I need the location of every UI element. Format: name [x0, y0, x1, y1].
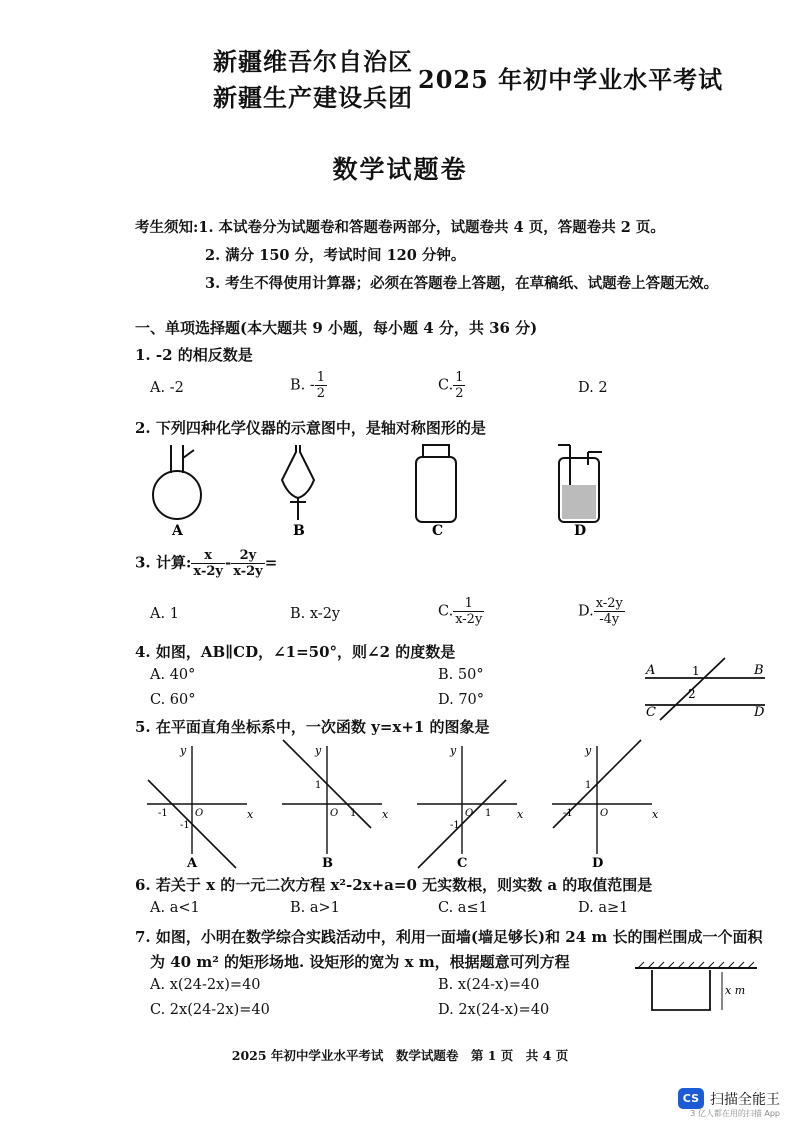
q5-graph-options — [140, 740, 659, 871]
q7-wall-fence-figure — [632, 960, 762, 1020]
q5-c-origin: O — [465, 808, 474, 819]
fig-width-label: x m — [725, 984, 746, 997]
angle-2-label: 2 — [688, 687, 696, 701]
q5-label-d: D — [592, 856, 604, 871]
q6-stem: 6. 若关于 x 的一元二次方程 x²-2x+a=0 无实数根，则实数 a 的取值范围是 — [135, 876, 653, 894]
q5-b-y-label: y — [315, 744, 322, 757]
q2-label-d: D — [574, 523, 587, 539]
notice-item-3: 3. 考生不得使用计算器；必须在答题卷上答题，在草稿纸、试题卷上答题无效。 — [205, 275, 719, 292]
q5-c-x-label: x — [517, 808, 524, 821]
section-heading: 一、单项选择题(本大题共 9 小题，每小题 4 分，共 36 分) — [135, 319, 538, 337]
q1-stem: 1. -2 的相反数是 — [135, 346, 253, 364]
q5-b-origin: O — [330, 808, 339, 819]
exam-title: 2025 年初中学业水平考试 — [418, 65, 724, 94]
q5-a-y-label: y — [180, 744, 187, 757]
q4-option-a: A. 40° — [150, 667, 196, 683]
q4-option-c: C. 60° — [150, 692, 196, 708]
q2-label-a: A — [172, 523, 183, 539]
q5-d-x-intercept: -1 — [563, 808, 573, 819]
paper-title: 数学试题卷 — [332, 155, 468, 184]
notice-label: 考生须知: — [135, 219, 199, 236]
q5-c-y-intercept: -1 — [450, 820, 460, 831]
separatory-funnel-figure — [282, 445, 314, 520]
q2-label-b: B — [293, 523, 305, 539]
q5-b-y-intercept: 1 — [315, 780, 322, 791]
q3-option-d: D. $\frac{x-2y}{-4y}$ — [578, 596, 623, 627]
q5-d-y-intercept: 1 — [585, 780, 592, 791]
reagent-bottle-figure — [416, 445, 456, 522]
q7-option-b: B. x(24-x)=40 — [438, 977, 540, 993]
region-header — [213, 44, 413, 116]
q5-b-x-intercept: 1 — [350, 808, 357, 819]
q5-c-x-intercept: 1 — [485, 808, 492, 819]
q3-option-a: A. 1 — [150, 606, 179, 622]
q5-label-a: A — [187, 856, 198, 871]
q6-option-a: A. a<1 — [150, 900, 200, 916]
q6-option-d: D. a≥1 — [578, 900, 629, 916]
q7-stem-line-1: 7. 如图，小明在数学综合实践活动中，利用一面墙(墙足够长)和 24 m 长的围栏围成一个面积 — [135, 928, 763, 946]
q4-stem: 4. 如图，AB∥CD，∠1=50°，则∠2 的度数是 — [135, 643, 456, 661]
scanner-tagline: 3 亿人都在用的扫描 App — [690, 1109, 780, 1118]
fig-label-b: B — [754, 663, 764, 678]
q5-c-y-label: y — [450, 744, 457, 757]
angle-1-label: 1 — [692, 664, 700, 678]
q5-stem: 5. 在平面直角坐标系中，一次函数 y=x+1 的图象是 — [135, 718, 490, 736]
q5-a-y-intercept: -1 — [180, 820, 190, 831]
gas-washing-bottle-figure — [558, 445, 602, 522]
q7-option-d: D. 2x(24-x)=40 — [438, 1002, 550, 1018]
region-line-1: 新疆维吾尔自治区 — [213, 47, 413, 76]
fig-label-d: D — [754, 705, 765, 720]
scanner-watermark — [678, 1088, 780, 1118]
q2-stem: 2. 下列四种化学仪器的示意图中，是轴对称图形的是 — [135, 419, 486, 437]
q4-option-d: D. 70° — [438, 692, 485, 708]
q2-figures — [140, 440, 620, 540]
scanner-name: 扫描全能王 — [710, 1091, 780, 1108]
q5-d-x-label: x — [652, 808, 659, 821]
q5-a-origin: O — [195, 808, 204, 819]
q4-parallel-lines-figure — [640, 650, 770, 725]
q1-option-a: A. -2 — [150, 380, 184, 396]
q7-option-a: A. x(24-2x)=40 — [150, 977, 261, 993]
q1-option-d: D. 2 — [578, 380, 608, 396]
page-footer: 2025 年初中学业水平考试 数学试题卷 第 1 页 共 4 页 — [231, 1048, 569, 1063]
fig-label-c: C — [646, 705, 656, 720]
q3-option-b: B. x-2y — [290, 606, 341, 622]
q5-label-b: B — [322, 856, 333, 871]
q5-label-c: C — [457, 856, 468, 871]
q5-a-x-label: x — [247, 808, 254, 821]
q7-stem-line-2: 为 40 m² 的矩形场地. 设矩形的宽为 x m，根据题意可列方程 — [150, 953, 570, 971]
q2-label-c: C — [432, 523, 444, 539]
q6-option-b: B. a>1 — [290, 900, 340, 916]
q6-option-c: C. a≤1 — [438, 900, 488, 916]
round-bottom-flask-figure — [153, 445, 201, 519]
fig-label-a: A — [646, 663, 656, 678]
notice-item-2: 2. 满分 150 分，考试时间 120 分钟。 — [205, 247, 466, 264]
exam-notice — [135, 214, 718, 298]
q5-d-origin: O — [600, 808, 609, 819]
q1-option-c: C. $\frac{1}{2}$ — [438, 370, 464, 401]
q5-a-x-intercept: -1 — [158, 808, 168, 819]
q7-option-c: C. 2x(24-2x)=40 — [150, 1002, 270, 1018]
region-line-2: 新疆生产建设兵团 — [213, 83, 413, 112]
scanner-logo-icon: CS — [678, 1088, 704, 1109]
q1-option-b: B. - $\frac{1}{2}$ — [290, 370, 326, 401]
q5-b-x-label: x — [382, 808, 389, 821]
q5-d-y-label: y — [585, 744, 592, 757]
q3-stem: 3. 计算: $\frac{x}{x-2y}$ - $\frac{2y}{x-2y}$ = — [135, 548, 278, 579]
q3-option-c: C. $\frac{1}{x-2y}$ — [438, 596, 483, 627]
notice-item-1: 1. 本试卷分为试题卷和答题卷两部分，试题卷共 4 页，答题卷共 2 页。 — [198, 219, 665, 236]
q4-option-b: B. 50° — [438, 667, 484, 683]
